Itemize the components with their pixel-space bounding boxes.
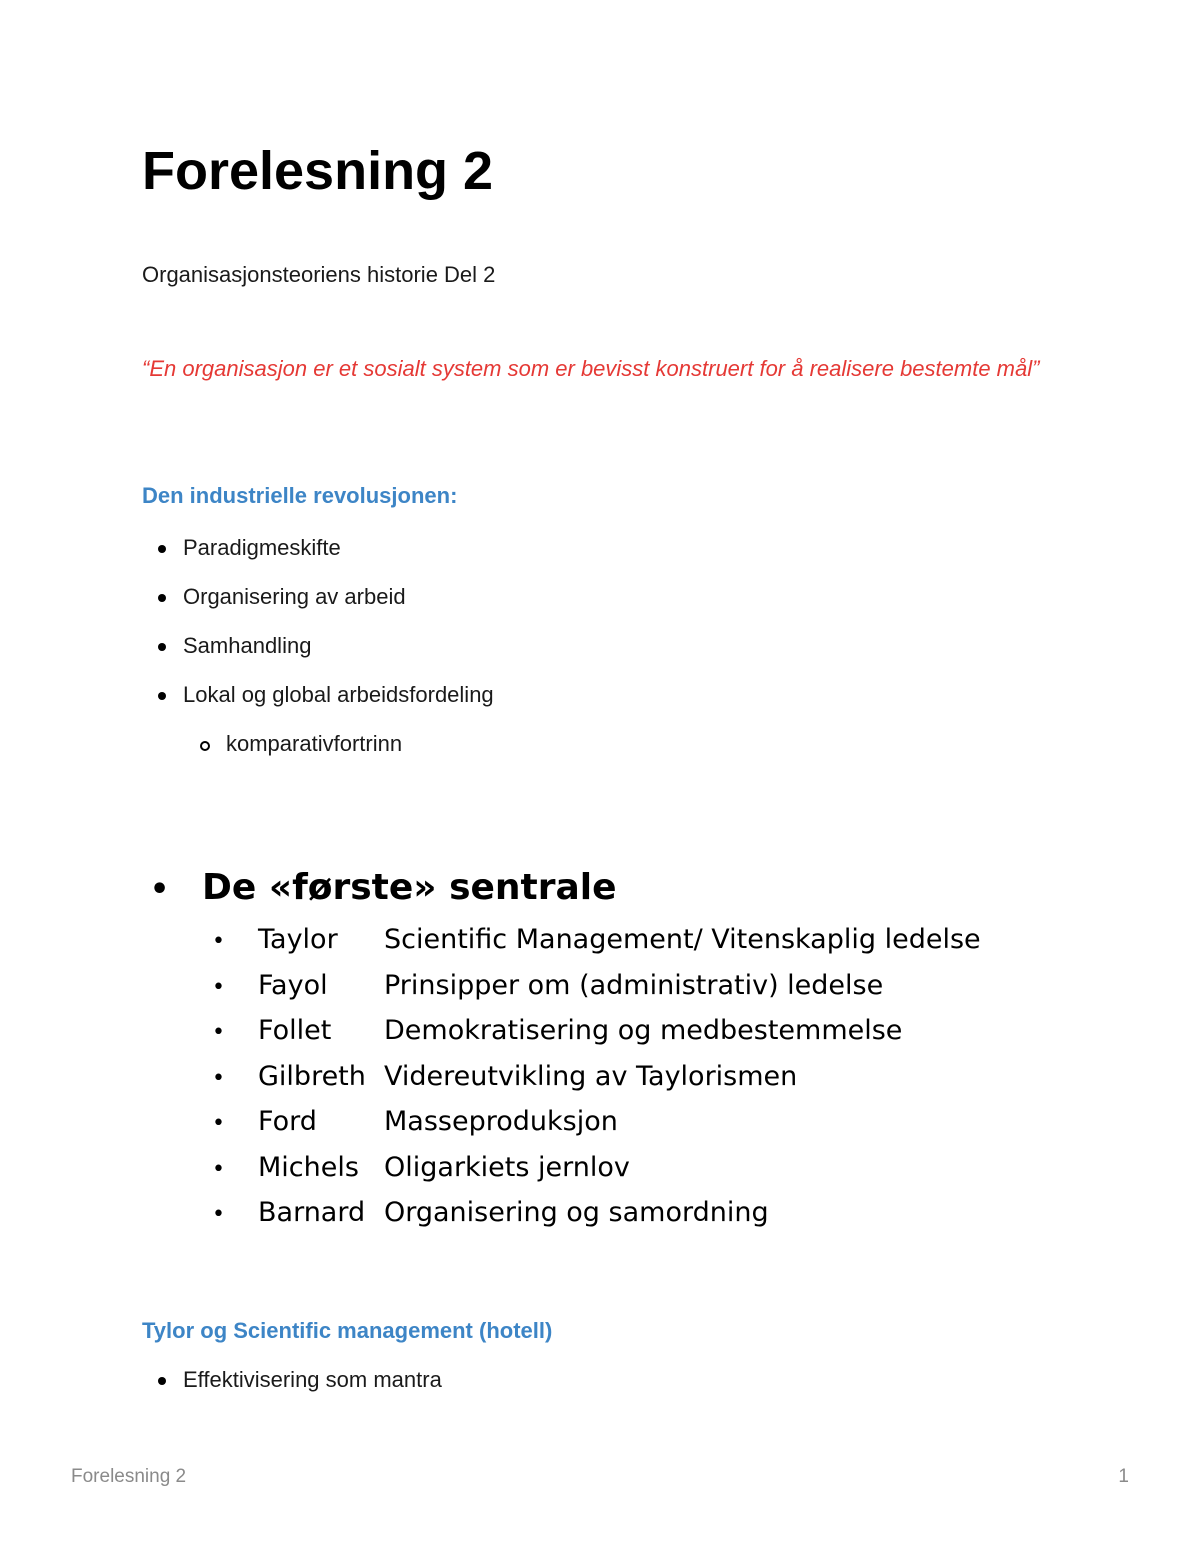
theorist-contribution: Masseproduksjon: [384, 1106, 618, 1137]
subtitle: Organisasjonsteoriens historie Del 2: [142, 262, 496, 287]
theorist-contribution: Organisering og samordning: [384, 1197, 769, 1228]
bullet-glyph: •: [212, 974, 225, 1000]
theorist-row: [212, 920, 981, 966]
theorist-contribution: Scientific Management/ Vitenskaplig ledelse: [384, 924, 981, 955]
theorist-row: [212, 1057, 981, 1103]
theorist-contribution: Prinsipper om (administrativ) ledelse: [384, 969, 884, 1001]
bullet-glyph: •: [212, 1111, 225, 1136]
section-heading-industrial-revolution: Den industrielle revolusjonen:: [142, 483, 458, 508]
theorist-name: Michels: [258, 1151, 359, 1183]
theorist-row: [212, 1148, 981, 1194]
theorist-name: Taylor: [258, 924, 338, 955]
list-item: Effektivisering som mantra: [142, 1366, 442, 1415]
slide-image-key-theorists: [150, 858, 1050, 1238]
slide-heading: [150, 866, 617, 912]
theorist-row: [212, 1193, 981, 1239]
list-item: Lokal og global arbeidsfordeling: [142, 681, 494, 730]
slide-heading-text: De «første» sentrale: [202, 867, 617, 908]
bullet-glyph: •: [212, 1156, 225, 1182]
definition-quote: “En organisasjon er et sosialt system som er bevisst konstruert for å realisere bestemte mål”: [142, 356, 1040, 381]
bullet-glyph: •: [212, 1065, 225, 1091]
theorist-row: [212, 1011, 981, 1057]
bullet-glyph: •: [212, 1020, 225, 1045]
page-number: 1: [1118, 1466, 1129, 1487]
theorist-list: [212, 920, 981, 1239]
theorist-row: [212, 966, 981, 1012]
theorist-contribution: Oligarkiets jernlov: [384, 1151, 630, 1183]
theorist-name: Fayol: [258, 969, 328, 1001]
theorist-name: Gilbreth: [258, 1060, 366, 1092]
theorist-contribution: Videreutvikling av Taylorismen: [384, 1060, 798, 1092]
theorist-contribution: Demokratisering og medbestemmelse: [384, 1015, 903, 1046]
theorist-name: Ford: [258, 1106, 317, 1137]
footer-document-title: Forelesning 2: [71, 1466, 187, 1487]
bullet-glyph: •: [212, 1202, 225, 1227]
bullet-glyph: •: [212, 929, 225, 954]
sub-list-item: komparativfortrinn: [142, 730, 494, 779]
section-heading-taylor: Tylor og Scientific management (hotell): [142, 1318, 553, 1343]
list-item: Organisering av arbeid: [142, 583, 494, 632]
taylor-list: [142, 1366, 442, 1415]
theorist-row: [212, 1102, 981, 1148]
theorist-name: Follet: [258, 1015, 332, 1046]
list-item: Samhandling: [142, 632, 494, 681]
industrial-revolution-list: [142, 534, 494, 779]
theorist-name: Barnard: [258, 1197, 366, 1228]
bullet-glyph: •: [150, 872, 170, 907]
page-title: Forelesning 2: [142, 141, 494, 201]
list-item: Paradigmeskifte: [142, 534, 494, 583]
